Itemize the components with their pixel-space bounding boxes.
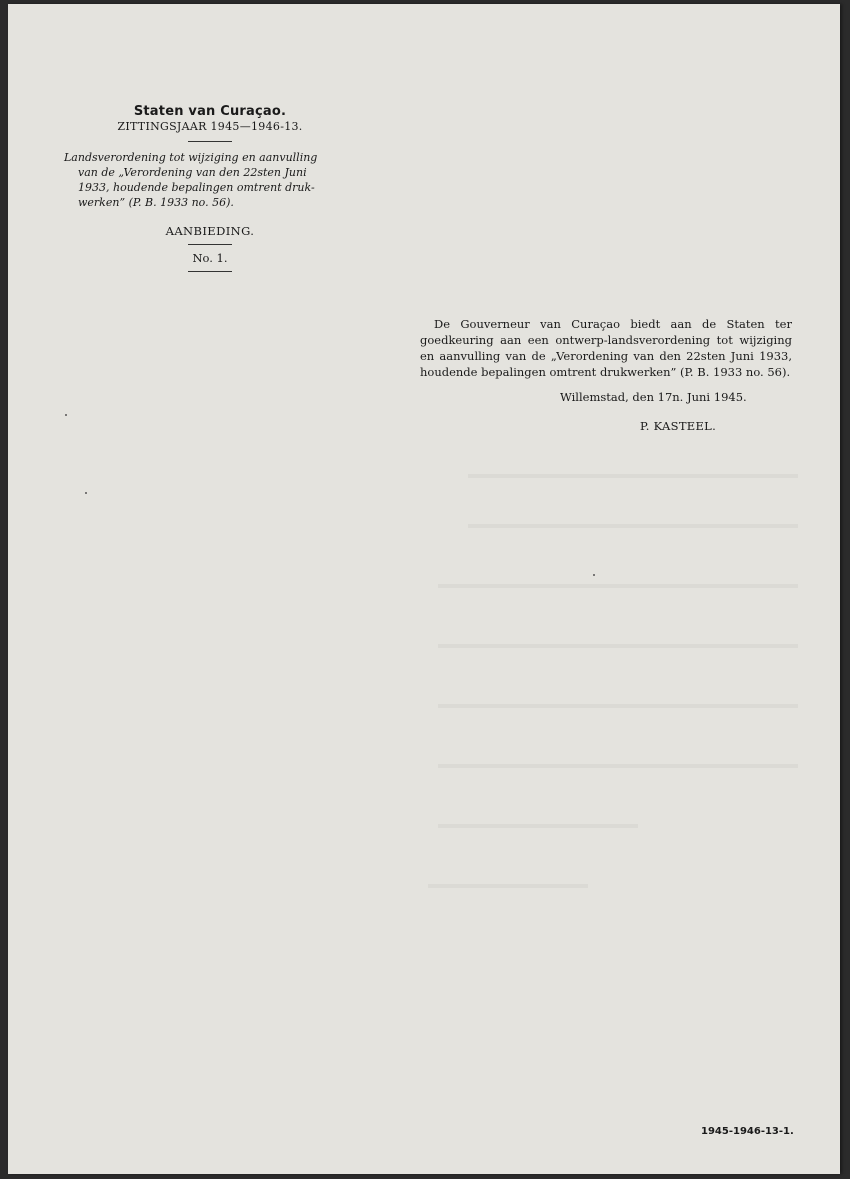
offer-heading: AANBIEDING.	[165, 224, 255, 238]
speck	[593, 574, 595, 576]
subject-line: 1933, houdende bepalingen omtrent druk-	[78, 181, 315, 194]
signature: P. KASTEEL.	[640, 419, 717, 433]
letter-paragraph: De Gouverneur van Curaçao biedt aan de Staten ter goedkeuring aan een ontwerp-landsverordening tot wijziging en aanvulling van de „Verordening van den 22sten Juni 1933, houdende bepalingen omtrent drukwerken” (P. B. 1933 no. 56).	[420, 317, 792, 379]
letter-body	[420, 316, 792, 380]
subject-line: Landsverordening tot wijziging en aanvulling	[64, 151, 318, 164]
divider	[188, 141, 232, 142]
subject-line: werken” (P. B. 1933 no. 56).	[78, 196, 234, 209]
subject-line: van de „Verordening van den 22sten Juni	[78, 166, 307, 179]
document-header	[60, 104, 360, 278]
document-page	[8, 4, 840, 1174]
divider	[188, 271, 232, 272]
subject-text	[60, 150, 360, 210]
divider	[188, 244, 232, 245]
document-number: No. 1.	[192, 251, 228, 265]
footer-code: 1945-1946-13-1.	[701, 1126, 794, 1137]
speck	[85, 492, 87, 494]
speck	[65, 414, 67, 416]
place-date: Willemstad, den 17n. Juni 1945.	[560, 390, 747, 404]
session-year: ZITTINGSJAAR 1945—1946-13.	[117, 120, 303, 133]
document-title: Staten van Curaçao.	[133, 104, 287, 119]
